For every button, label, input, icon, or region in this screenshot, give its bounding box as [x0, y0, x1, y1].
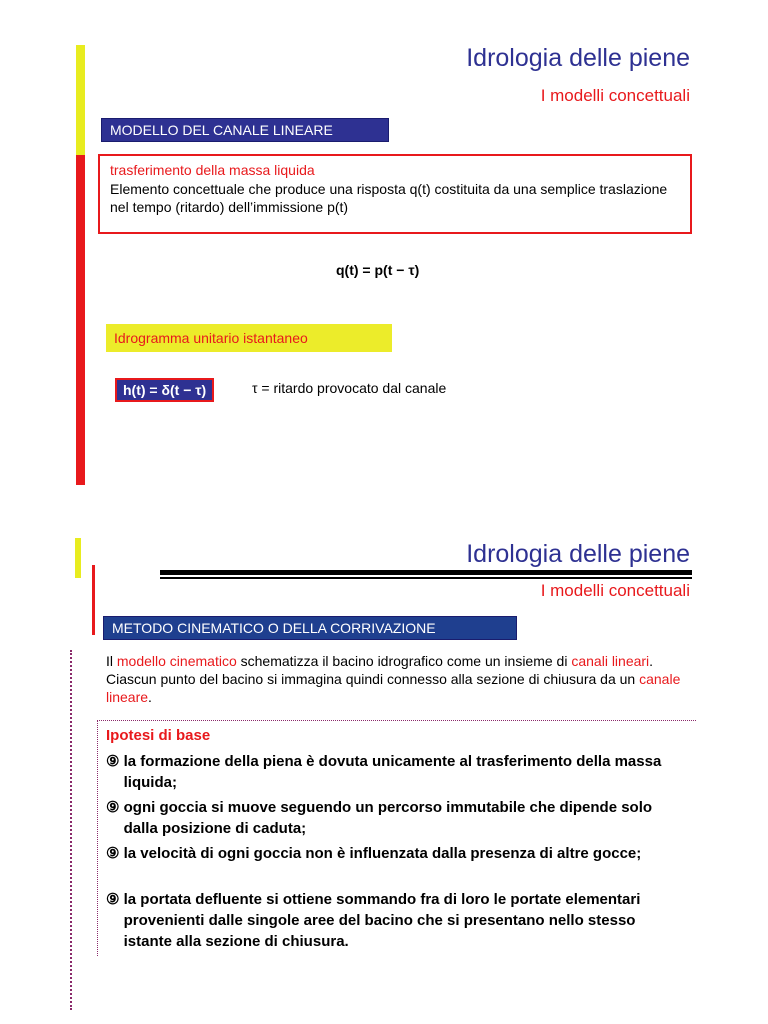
tau-note: τ = ritardo provocato dal canale	[252, 380, 447, 396]
page-subtitle: I modelli concettuali	[540, 581, 690, 600]
intro-text: . Ciascun punto del bacino si immagina quindi connesso alla sezione di chiusura da un	[106, 653, 654, 687]
formula-h: h(t) = δ(t − τ)	[115, 378, 214, 402]
hypothesis-item	[106, 889, 696, 952]
page-subtitle: I modelli concettuali	[540, 86, 690, 105]
formula-q: q(t) = p(t − τ)	[336, 262, 420, 278]
bullet-icon: ⑨	[106, 799, 120, 816]
intro-highlight: canali lineari	[571, 653, 650, 669]
hypothesis-item	[106, 797, 696, 839]
section-label: METODO CINEMATICO O DELLA CORRIVAZIONE	[103, 616, 517, 640]
bullet-icon: ⑨	[106, 753, 120, 770]
section-label: MODELLO DEL CANALE LINEARE	[101, 118, 389, 142]
intro-highlight: modello cinematico	[116, 653, 237, 669]
hypothesis-text: ogni goccia si muove seguendo un percorso immutabile che dipende solo dalla posizione di caduta;	[123, 799, 653, 837]
iuh-label: Idrogramma unitario istantaneo	[106, 324, 392, 352]
hypothesis-item	[106, 751, 696, 793]
accent-bar-red	[76, 155, 85, 485]
hypotheses-title: Ipotesi di base	[106, 727, 211, 744]
accent-bar-yellow	[76, 45, 85, 155]
intro-text: schematizza il bacino idrografico come un insieme di	[236, 653, 572, 669]
definition-text: Elemento concettuale che produce una risposta q(t) costituita da una semplice traslazione nel tempo (ritardo) dell’immissione p(t)	[110, 181, 668, 215]
page-title: Idrologia delle piene	[466, 540, 690, 568]
definition-heading: trasferimento della massa liquida	[110, 162, 315, 178]
hypothesis-text: la portata defluente si ottiene sommando fra di loro le portate elementari provenienti dalle singole aree del bacino che si presentano nello stesso istante alla sezione di chiusura.	[123, 891, 641, 950]
bullet-icon: ⑨	[106, 891, 120, 908]
hypothesis-item	[106, 843, 696, 864]
page-title: Idrologia delle piene	[466, 44, 690, 72]
title-rule-thin	[160, 577, 692, 579]
intro-text: .	[148, 689, 152, 705]
hypothesis-text: la formazione della piena è dovuta unicamente al trasferimento della massa liquida;	[123, 753, 662, 791]
slide-metodo-cinematico	[0, 530, 768, 1024]
intro-paragraph	[106, 652, 696, 706]
definition-box	[98, 154, 692, 234]
hypothesis-text: la velocità di ogni goccia non è influenzata dalla presenza di altre gocce;	[123, 845, 642, 862]
accent-bar-yellow	[75, 538, 81, 578]
accent-bar-red-thin	[92, 565, 95, 635]
intro-text: Il	[106, 653, 117, 669]
bullet-icon: ⑨	[106, 845, 120, 862]
slide-canale-lineare	[0, 0, 768, 500]
accent-dotted-column	[70, 650, 72, 1010]
title-rule	[160, 570, 692, 575]
intro-highlight: canale lineare	[106, 671, 681, 705]
